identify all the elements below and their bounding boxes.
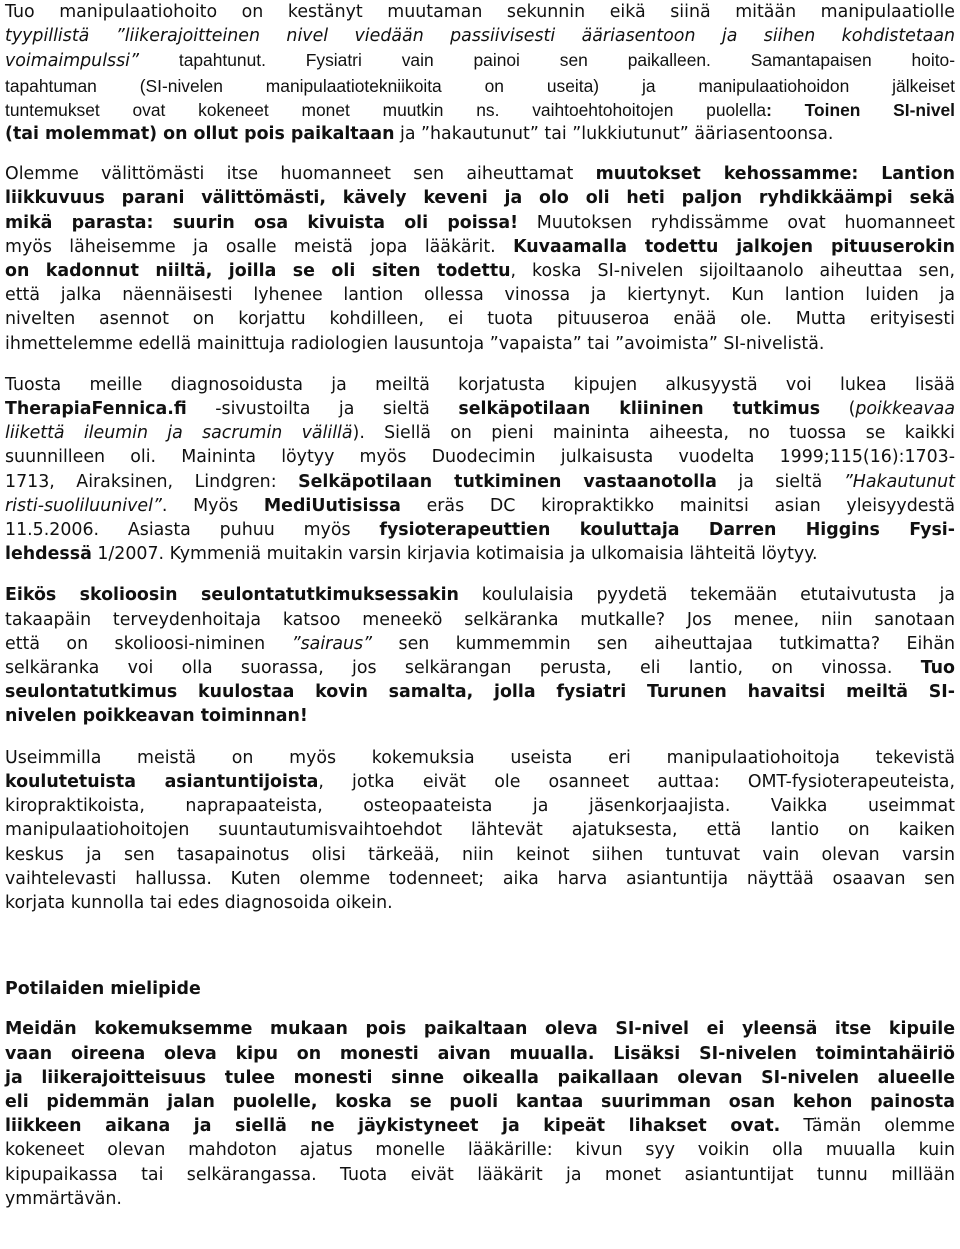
text-line: koulutetuista asiantuntijoista, jotka eivät ole osanneet auttaa: OMT-fysioterapeuteista, <box>5 771 955 792</box>
text-line: että on skolioosi-niminen ”sairaus” sen kummemmin sen aiheuttajaa tutkimatta? Eihän <box>5 633 956 654</box>
text-line: että jalka näennäisesti lyhenee lantion ollessa vinossa ja kiertynyt. Kun lantion luiden ja <box>5 285 955 306</box>
text-line: mikä parasta: suurin osa kivuista oli poissa! Muutoksen ryhdissämme ovat huomanneet <box>5 212 955 233</box>
text-line: (tai molemmat) on ollut pois paikaltaan ja ”hakautunut” tai ”lukkiutunut” ääriasentoonsa. <box>5 124 834 145</box>
text-line: keskus ja sen tasapainotus olisi tärkeää, niin keinot siihen tuntuvat vain olevan varsin <box>5 844 955 865</box>
paragraph-6 <box>5 1017 955 1211</box>
text-line: nivelen poikkeavan toiminnan! <box>5 706 308 727</box>
text-line: vaihtelevasti hallussa. Kuten olemme todenneet; aika harva asiantuntija näyttää osaavan sen <box>5 868 955 889</box>
text-line: kiropraktikoista, naprapaateista, osteopaateista ja jäsenkorjaajista. Vaikka useimmat <box>5 796 955 817</box>
paragraph-2 <box>5 162 955 356</box>
text-line: Useimmilla meistä on myös kokemuksia useista eri manipulaatiohoitoja tekevistä <box>5 747 955 768</box>
paragraph-3 <box>5 373 955 567</box>
text-line: lehdessä 1/2007. Kymmeniä muitakin varsin kirjavia kotimaisia ja ulkomaisia lähteitä löytyy. <box>5 544 818 565</box>
text-line: liikkeen aikana ja siellä ne jäykistyneet ja kipeät lihakset ovat. Tämän olemme <box>5 1116 955 1137</box>
text-line: Tuosta meille diagnosoidusta ja meiltä korjatusta kipujen alkusyystä voi lukea lisää <box>5 374 955 395</box>
text-line: 1713, Airaksinen, Lindgren: Selkäpotilaan tutkiminen vastaanotolla ja sieltä ”Hakautunut <box>5 471 955 492</box>
text-line: Eikös skolioosin seulontatutkimuksessakin koululaisia pyydetä tekemään etutaivutusta ja <box>5 585 955 606</box>
text-line: myös läheisemme ja osalle meistä jopa lääkärit. Kuvaamalla todettu jalkojen pituuserokin <box>5 236 955 257</box>
text-line: Meidän kokemuksemme mukaan pois paikaltaan oleva SI-nivel ei yleensä itse kipuile <box>5 1019 955 1040</box>
text-line: seulontatutkimus kuulostaa kovin samalta, jolla fysiatri Turunen havaitsi meiltä SI- <box>5 682 955 703</box>
text-line: suunnilleen oli. Maininta löytyy myös Duodecimin julkaisusta vuodelta 1999;115(16):1703- <box>5 447 955 468</box>
text-line: ihmettelemme edellä mainittuja radiologien lausuntoja ”vapaista” tai ”avoimista” SI-nivelistä. <box>5 333 825 354</box>
text-line: kokeneet olevan mahdoton ajatus monelle lääkärille: kivun syy voikin olla muualla kuin <box>5 1140 955 1161</box>
text-line: 11.5.2006. Asiasta puhuu myös fysioterapeuttien kouluttaja Darren Higgins Fysi- <box>5 520 955 541</box>
text-line: voimaimpulssi” tapahtunut. Fysiatri vain painoi sen paikalleen. Samantapaisen hoito- <box>5 50 955 72</box>
text-line: TherapiaFennica.fi -sivustoilta ja sieltä selkäpotilaan kliininen tutkimus (poikkeavaa <box>5 399 955 420</box>
text-line: ymmärtävän. <box>5 1188 122 1209</box>
paragraph-5 <box>5 746 955 915</box>
text-line: ja liikerajoitteisuus tulee monesti sinne oikealla paikallaan olevan SI-nivelen alueelle <box>5 1067 955 1088</box>
text-line: kipupaikassa tai selkärangassa. Tuota eivät lääkärit ja monet asiantuntijat tunnu millään <box>5 1164 955 1185</box>
text-line: on kadonnut niiltä, joilla se oli siten todettu, koska SI-nivelen sijoiltaanolo aiheuttaa sen, <box>5 261 955 282</box>
section-heading: Potilaiden mielipide <box>5 979 201 1000</box>
text-line: nivelten asennot on korjattu kohdilleen, ei tuota pituuseroa enää ole. Mutta erityisesti <box>5 309 955 330</box>
text-line: Olemme välittömästi itse huomanneet sen aiheuttamat muutokset kehossamme: Lantion <box>5 164 956 185</box>
text-line: liikettä ileumin ja sacrumin välillä). Siellä on pieni maininta aiheesta, no tuossa se kaikki <box>5 423 955 444</box>
text-line: tyypillistä ”liikerajoitteinen nivel viedään passiivisesti ääriasentoon ja siihen kohdistetaan <box>5 26 955 47</box>
text-line: tapahtuman (SI-nivelen manipulaatiotekniikoita on useita) ja manipulaatiohoidon jälkeiset <box>5 75 955 96</box>
text-line: selkäranka voi olla suorassa, jos selkärangan perusta, eli lantio, on vinossa. Tuo <box>5 658 955 679</box>
text-line: risti-suoliluunivel”. Myös MediUutisissa eräs DC kiropraktikko mainitsi asian yleisyydestä <box>5 495 955 516</box>
paragraph-1 <box>5 0 955 146</box>
text-line: vaan oireena oleva kipu on monesti aivan muualla. Lisäksi SI-nivelen toimintahäiriö <box>5 1043 955 1064</box>
text-line: manipulaatiohoitojen suuntautumisvaihtoehdot lähtevät ajatuksesta, että lantio on kaiken <box>5 820 955 841</box>
text-line: liikkuvuus parani välittömästi, kävely keveni ja olo oli heti paljon ryhdikkäämpi sekä <box>5 188 955 209</box>
text-line: takaapäin terveydenhoitaja katsoo meneekö selkäranka mutkalle? Jos menee, niin sanotaan <box>5 609 955 630</box>
text-line: korjata kunnolla tai edes diagnosoida oikein. <box>5 892 393 913</box>
text-line: tuntemukset ovat kokeneet monet muutkin ns. vaihtoehtohoitojen puolella: Toinen SI-nivel <box>5 99 955 120</box>
paragraph-4 <box>5 583 955 728</box>
text-line: eli pidemmän jalan puolelle, koska se puoli kantaa suurimman osan kehon painosta <box>5 1091 955 1112</box>
text-line: Tuo manipulaatiohoito on kestänyt muutaman sekunnin eikä siinä mitään manipulaatiolle <box>5 2 955 22</box>
